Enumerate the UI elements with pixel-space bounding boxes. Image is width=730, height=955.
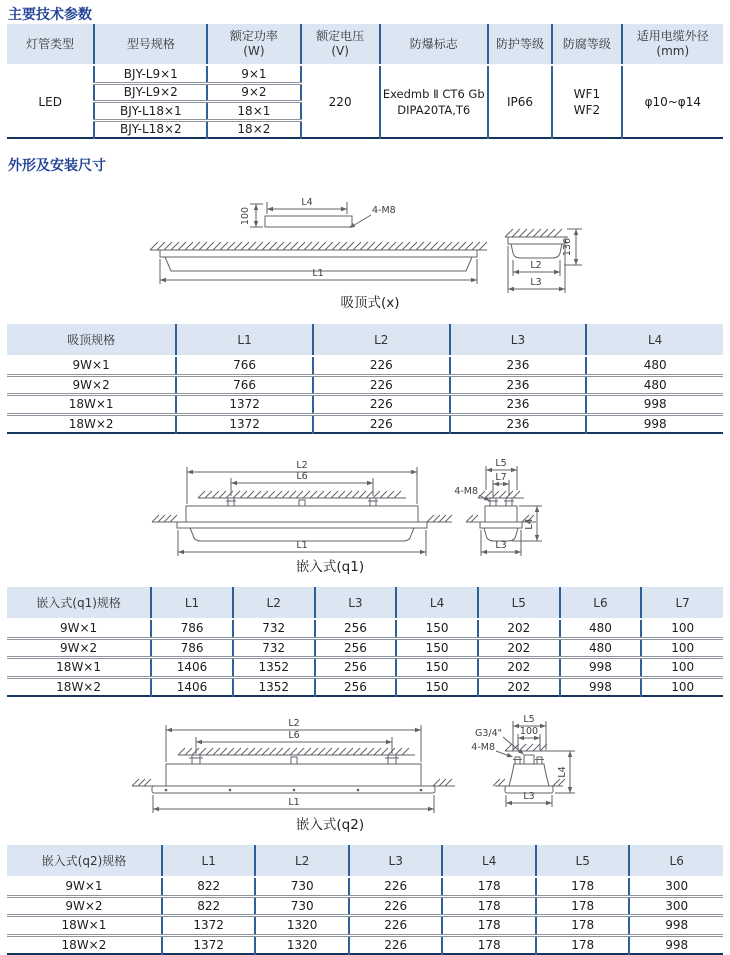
dim-label-l1: L1	[296, 540, 308, 551]
lamp-type-cell: LED	[7, 65, 94, 138]
dimension-value: 998	[586, 414, 723, 433]
dimension-value: 178	[536, 935, 630, 954]
dim-label-l4: L4	[301, 197, 313, 208]
row-label: 18W×2	[7, 677, 151, 696]
anti-corrosion-cell: WF1 WF2	[552, 65, 621, 138]
ceiling-side-view	[150, 197, 487, 284]
row-label: 9W×2	[7, 896, 162, 916]
row-label: 18W×1	[7, 395, 176, 415]
ceiling-hatch	[178, 748, 409, 755]
figure-recessed-q2-drawing	[0, 713, 730, 838]
dimension-value: 766	[176, 356, 313, 375]
model-cell: BJY-L9×1	[94, 65, 207, 83]
dim-label-l4: L4	[524, 518, 535, 530]
dim-label-l5: L5	[523, 714, 535, 725]
recessed-q2-dimensions-table	[7, 845, 723, 955]
model-cell: BJY-L18×2	[94, 120, 207, 138]
wall-hatch	[152, 515, 177, 522]
dimension-value: 202	[478, 619, 560, 638]
dimension-value: 480	[560, 619, 642, 638]
dimension-value: 766	[176, 375, 313, 395]
column-header-cable-diameter: 适用电缆外径 (mm)	[622, 24, 723, 65]
dim-label-4m8: 4-M8	[372, 205, 396, 216]
dimension-value: 178	[536, 916, 630, 936]
dimension-value: 786	[151, 619, 233, 638]
column-header: L4	[586, 324, 723, 356]
spec-table-header	[7, 24, 723, 65]
mounting-bolt	[515, 757, 520, 764]
column-header: L5	[536, 845, 630, 877]
dimension-value: 822	[162, 877, 256, 896]
column-header: L6	[560, 587, 642, 619]
column-header: L1	[176, 324, 313, 356]
q1-end-view	[454, 458, 542, 556]
dimension-value: 998	[560, 677, 642, 696]
column-header-rated-voltage: 额定电压 (V)	[301, 24, 380, 65]
dim-label-l6: L6	[288, 730, 300, 741]
dimension-value: 178	[442, 935, 536, 954]
dimension-value: 226	[313, 395, 450, 415]
table-row	[7, 414, 723, 433]
table-row	[7, 896, 723, 916]
dim-label-100: 100	[519, 726, 539, 737]
column-header-ex-mark: 防爆标志	[380, 24, 488, 65]
dimension-value: 480	[586, 356, 723, 375]
column-header: L4	[396, 587, 478, 619]
dimension-value: 236	[450, 414, 587, 433]
dimension-value: 480	[586, 375, 723, 395]
figure-caption-ceiling: 吸顶式(x)	[340, 295, 400, 311]
lamp-body-end	[485, 506, 517, 522]
dimension-value: 178	[442, 896, 536, 916]
dimension-value: 150	[396, 638, 478, 658]
dimension-value: 256	[315, 638, 397, 658]
center-clip	[299, 500, 305, 506]
dimension-value: 150	[396, 658, 478, 678]
dimension-value: 256	[315, 619, 397, 638]
dimension-value: 786	[151, 638, 233, 658]
column-header: L3	[315, 587, 397, 619]
column-header: L5	[478, 587, 560, 619]
dimension-value: 236	[450, 356, 587, 375]
column-header-anti-corrosion: 防腐等级	[552, 24, 621, 65]
table-row	[7, 877, 723, 896]
wall-hatch	[427, 515, 452, 522]
table-row	[7, 677, 723, 696]
mounting-bolt	[370, 498, 376, 506]
dimension-value: 226	[349, 877, 443, 896]
power-cell: 9×1	[207, 65, 300, 83]
lamp-body	[186, 506, 418, 522]
figure-caption-q2: 嵌入式(q2)	[295, 817, 365, 833]
dim-label-4m8: 4-M8	[454, 486, 478, 497]
dim-l4	[535, 506, 539, 541]
dimension-value: 300	[629, 896, 723, 916]
q2-end-view	[471, 714, 575, 807]
lamp-flange	[177, 522, 427, 528]
row-label: 9W×1	[7, 619, 151, 638]
dimension-value: 998	[629, 916, 723, 936]
table-row	[7, 916, 723, 936]
dimension-value: 730	[255, 896, 349, 916]
dimension-value: 226	[313, 375, 450, 395]
row-label: 9W×2	[7, 375, 176, 395]
dim-136	[574, 229, 578, 265]
conduit-stub	[524, 755, 534, 764]
table-row	[7, 356, 723, 375]
dimension-value: 998	[586, 395, 723, 415]
dimension-value: 178	[442, 916, 536, 936]
dimension-value: 1352	[233, 658, 315, 678]
dimension-value: 150	[396, 677, 478, 696]
dimension-value: 732	[233, 638, 315, 658]
table-row	[7, 375, 723, 395]
figure-ceiling-mount-drawing	[0, 177, 730, 314]
lamp-body	[166, 764, 421, 786]
column-header: 嵌入式(q2)规格	[7, 845, 162, 877]
dim-label-g34: G3/4"	[474, 728, 502, 739]
dimension-value: 1372	[162, 916, 256, 936]
dimension-value: 100	[641, 677, 723, 696]
column-header-model: 型号规格	[94, 24, 207, 65]
power-cell: 9×2	[207, 83, 300, 102]
dim-l4	[568, 751, 572, 793]
dimension-value: 1320	[255, 916, 349, 936]
dim-label-l2: L2	[296, 460, 308, 471]
row-label: 18W×1	[7, 916, 162, 936]
dimension-value: 178	[442, 877, 536, 896]
row-label: 18W×1	[7, 658, 151, 678]
table-row	[7, 935, 723, 954]
dimension-value: 730	[255, 877, 349, 896]
dimension-value: 236	[450, 395, 587, 415]
wall-hatch	[553, 779, 565, 786]
ceiling-hatch	[505, 229, 562, 237]
mounting-plate	[265, 216, 352, 227]
column-header: L3	[349, 845, 443, 877]
mounting-bolt	[506, 498, 512, 506]
dimension-value: 1372	[176, 395, 313, 415]
dim-100	[254, 204, 258, 227]
dimension-value: 256	[315, 677, 397, 696]
model-cell: BJY-L9×2	[94, 83, 207, 102]
dim-label-l6: L6	[296, 471, 308, 482]
row-label: 18W×2	[7, 414, 176, 433]
dim-label-l2: L2	[288, 718, 300, 729]
dimension-value: 226	[349, 896, 443, 916]
lamp-frame	[160, 250, 477, 257]
ceiling-hatch	[478, 491, 520, 498]
dimension-value: 100	[641, 658, 723, 678]
dimension-value: 100	[641, 638, 723, 658]
q1-side-view	[152, 460, 452, 556]
column-header: L1	[162, 845, 256, 877]
dimension-value: 226	[349, 935, 443, 954]
column-header: L4	[442, 845, 536, 877]
dimension-value: 1372	[162, 935, 256, 954]
row-label: 9W×2	[7, 638, 151, 658]
ex-mark-cell: Exedmb Ⅱ CT6 Gb DIPA20TA,T6	[380, 65, 488, 138]
center-clip	[291, 757, 297, 764]
dimension-value: 202	[478, 677, 560, 696]
dimension-value: 178	[536, 896, 630, 916]
wall-hatch	[132, 779, 151, 786]
dimension-value: 256	[315, 658, 397, 678]
lamp-flange-end	[480, 522, 522, 528]
ceiling-dimensions-table	[7, 324, 723, 434]
column-header: L2	[233, 587, 315, 619]
dim-label-l5: L5	[495, 458, 507, 469]
hanger-bracket	[192, 755, 200, 764]
column-header: 嵌入式(q1)规格	[7, 587, 151, 619]
dimension-value: 226	[313, 356, 450, 375]
table-row	[7, 65, 723, 83]
wall-hatch	[433, 779, 452, 786]
dimension-value: 150	[396, 619, 478, 638]
dim-label-l1: L1	[312, 268, 324, 279]
dimension-value: 178	[536, 877, 630, 896]
lamp-diffuser-end	[511, 244, 562, 258]
dimension-value: 998	[560, 658, 642, 678]
protection-cell: IP66	[488, 65, 552, 138]
dimension-value: 1406	[151, 677, 233, 696]
dimension-value: 822	[162, 896, 256, 916]
section-title-dimensions: 外形及安装尺寸	[8, 158, 106, 174]
dimension-value: 1406	[151, 658, 233, 678]
recessed-q1-dimensions-table	[7, 587, 723, 697]
dimension-value: 998	[629, 935, 723, 954]
column-header: L6	[629, 845, 723, 877]
ceiling-hatch	[505, 744, 547, 751]
dimension-value: 100	[641, 619, 723, 638]
row-label: 9W×1	[7, 877, 162, 896]
dim-label-100: 100	[240, 206, 251, 226]
column-header-lamp-type: 灯管类型	[7, 24, 94, 65]
dim-label-l3: L3	[495, 540, 507, 551]
column-header: L2	[255, 845, 349, 877]
dim-label-136: 136	[562, 237, 573, 257]
column-header: L3	[450, 324, 587, 356]
dimension-value: 226	[313, 414, 450, 433]
dim-label-l1: L1	[288, 797, 300, 808]
dimension-value: 202	[478, 658, 560, 678]
column-header-protection: 防护等级	[488, 24, 552, 65]
dimension-value: 1352	[233, 677, 315, 696]
lamp-frame-end	[508, 237, 565, 244]
dimension-value: 1320	[255, 935, 349, 954]
hanger-bracket	[388, 755, 396, 764]
dim-label-l3: L3	[530, 277, 542, 288]
table-row	[7, 619, 723, 638]
mounting-bolt	[537, 757, 542, 764]
dimension-value: 202	[478, 638, 560, 658]
column-header: L7	[641, 587, 723, 619]
dimension-value: 226	[349, 916, 443, 936]
dimension-value: 1372	[176, 414, 313, 433]
power-cell: 18×2	[207, 120, 300, 138]
figure-recessed-q1-drawing	[0, 454, 730, 579]
row-label: 18W×2	[7, 935, 162, 954]
dimension-value: 732	[233, 619, 315, 638]
dimension-value: 300	[629, 877, 723, 896]
column-header: 吸顶规格	[7, 324, 176, 356]
table-row	[7, 658, 723, 678]
dim-label-l3: L3	[523, 791, 535, 802]
spec-table	[7, 24, 723, 139]
dim-label-4m8: 4-M8	[471, 742, 495, 753]
ceiling-end-view	[505, 229, 582, 293]
voltage-cell: 220	[301, 65, 380, 138]
column-header: L1	[151, 587, 233, 619]
column-header-rated-power: 额定功率 (W)	[207, 24, 300, 65]
column-header: L2	[313, 324, 450, 356]
dimension-value: 236	[450, 375, 587, 395]
ceiling-hatch	[150, 242, 487, 250]
dim-label-l2: L2	[530, 260, 542, 271]
wall-hatch	[493, 779, 505, 786]
dimension-value: 480	[560, 638, 642, 658]
model-cell: BJY-L18×1	[94, 102, 207, 121]
section-title-main-params: 主要技术参数	[8, 7, 92, 23]
lamp-body-end	[509, 764, 549, 786]
power-cell: 18×1	[207, 102, 300, 121]
ceiling-hatch	[198, 491, 401, 498]
table-row	[7, 395, 723, 415]
mounting-bolt	[228, 498, 234, 506]
row-label: 9W×1	[7, 356, 176, 375]
mounting-bolt	[490, 498, 496, 506]
dim-label-l7: L7	[495, 472, 507, 483]
dim-label-l4: L4	[557, 766, 568, 778]
figure-caption-q1: 嵌入式(q1)	[295, 559, 365, 575]
table-row	[7, 638, 723, 658]
wall-hatch	[466, 515, 478, 522]
q2-side-view	[132, 718, 455, 813]
cable-diameter-cell: φ10~φ14	[622, 65, 723, 138]
